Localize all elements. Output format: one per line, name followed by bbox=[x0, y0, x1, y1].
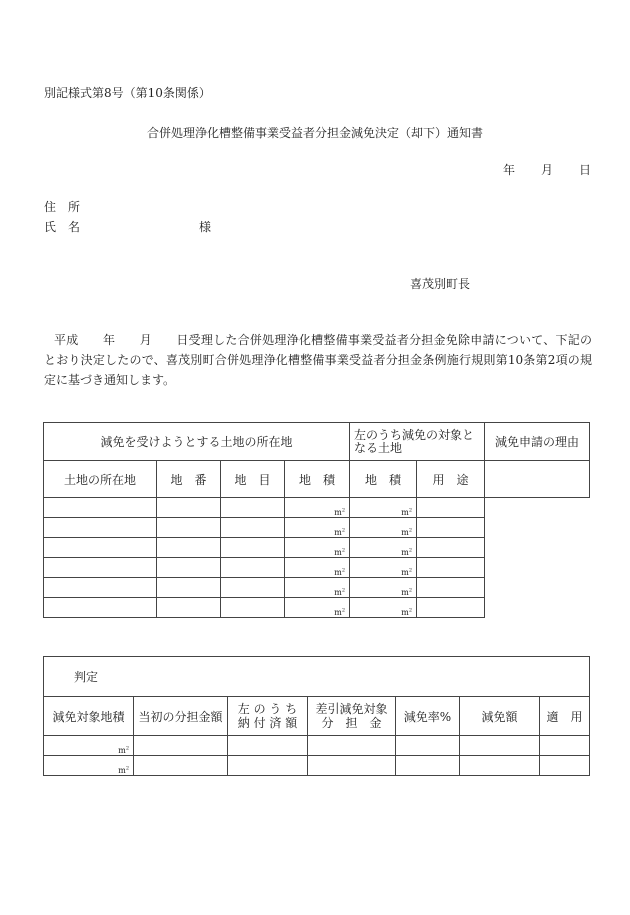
land-row bbox=[44, 498, 590, 518]
judgment-row bbox=[44, 736, 590, 756]
col-net-amount: 差引減免対象 分 担 金 bbox=[308, 697, 396, 736]
square-meter-exponent: 2 bbox=[341, 547, 346, 554]
date-year-label: 年 bbox=[503, 163, 516, 177]
square-meter-unit: $m^2$ bbox=[118, 745, 129, 755]
net-amount-cell[interactable] bbox=[308, 756, 396, 776]
square-meter-unit: $m^2$ bbox=[401, 567, 413, 577]
use-cell[interactable] bbox=[417, 518, 485, 538]
name-honorific: 様 bbox=[199, 220, 212, 234]
paid-amount-cell[interactable] bbox=[228, 756, 308, 776]
initial-amount-cell[interactable] bbox=[134, 736, 228, 756]
square-meter-unit: $m^2$ bbox=[401, 507, 413, 517]
header-target-group: 左のうち減免の対象となる土地 bbox=[350, 423, 485, 461]
square-meter-exponent: 2 bbox=[408, 547, 413, 554]
square-meter-unit: $m^2$ bbox=[401, 547, 413, 557]
square-meter-unit: $m^2$ bbox=[334, 587, 346, 597]
category-cell[interactable] bbox=[221, 558, 285, 578]
col-reduction-amount: 減免額 bbox=[460, 697, 540, 736]
square-meter-unit: $m^2$ bbox=[401, 587, 413, 597]
area-cell[interactable] bbox=[285, 598, 350, 618]
land-row bbox=[44, 578, 590, 598]
col-paid-amount: 左 の う ち 納 付 済 額 bbox=[228, 697, 308, 736]
area-cell[interactable] bbox=[285, 518, 350, 538]
col-note: 適 用 bbox=[540, 697, 590, 736]
date-day-label: 日 bbox=[579, 163, 592, 177]
use-cell[interactable] bbox=[417, 498, 485, 518]
address-label: 住 所 bbox=[44, 200, 81, 214]
name-label: 氏 名 bbox=[44, 220, 81, 234]
use-cell[interactable] bbox=[417, 558, 485, 578]
square-meter-exponent: 2 bbox=[408, 587, 413, 594]
square-meter-exponent: 2 bbox=[408, 567, 413, 574]
col-location: 土地の所在地 bbox=[44, 461, 157, 498]
target-area-cell[interactable] bbox=[44, 736, 134, 756]
square-meter-exponent: 2 bbox=[125, 745, 129, 752]
target-area-cell[interactable] bbox=[350, 558, 417, 578]
use-cell[interactable] bbox=[417, 578, 485, 598]
form-number: 別記様式第8号（第10条関係） bbox=[44, 86, 211, 100]
col-area: 地 積 bbox=[285, 461, 350, 498]
rate-cell[interactable] bbox=[396, 756, 460, 776]
location-cell[interactable] bbox=[44, 578, 157, 598]
area-cell[interactable] bbox=[285, 538, 350, 558]
category-cell[interactable] bbox=[221, 518, 285, 538]
col-lot: 地 番 bbox=[157, 461, 221, 498]
judgment-table bbox=[43, 656, 590, 776]
square-meter-unit: $m^2$ bbox=[118, 765, 129, 775]
square-meter-exponent: 2 bbox=[408, 507, 413, 514]
square-meter-exponent: 2 bbox=[341, 607, 346, 614]
header-location-group: 減免を受けようとする土地の所在地 bbox=[44, 423, 350, 461]
location-cell[interactable] bbox=[44, 558, 157, 578]
square-meter-unit: $m^2$ bbox=[401, 527, 413, 537]
note-cell[interactable] bbox=[540, 756, 590, 776]
reduction-amount-cell[interactable] bbox=[460, 756, 540, 776]
col-initial-amount: 当初の分担金額 bbox=[134, 697, 228, 736]
area-cell[interactable] bbox=[285, 498, 350, 518]
square-meter-unit: $m^2$ bbox=[334, 547, 346, 557]
category-cell[interactable] bbox=[221, 598, 285, 618]
reason-cell[interactable] bbox=[485, 461, 590, 498]
land-row bbox=[44, 598, 590, 618]
target-area-cell[interactable] bbox=[350, 498, 417, 518]
land-row bbox=[44, 518, 590, 538]
square-meter-exponent: 2 bbox=[408, 607, 413, 614]
document-title: 合併処理浄化槽整備事業受益者分担金減免決定（却下）通知書 bbox=[146, 126, 483, 140]
square-meter-unit: $m^2$ bbox=[334, 527, 346, 537]
location-cell[interactable] bbox=[44, 518, 157, 538]
target-area-cell[interactable] bbox=[44, 756, 134, 776]
paid-amount-cell[interactable] bbox=[228, 736, 308, 756]
target-area-cell[interactable] bbox=[350, 578, 417, 598]
lot-cell[interactable] bbox=[157, 518, 221, 538]
square-meter-exponent: 2 bbox=[341, 507, 346, 514]
square-meter-exponent: 2 bbox=[341, 567, 346, 574]
rate-cell[interactable] bbox=[396, 736, 460, 756]
lot-cell[interactable] bbox=[157, 578, 221, 598]
square-meter-exponent: 2 bbox=[341, 587, 346, 594]
header-reason: 減免申請の理由 bbox=[485, 423, 590, 461]
use-cell[interactable] bbox=[417, 538, 485, 558]
col-use: 用 途 bbox=[417, 461, 485, 498]
target-area-cell[interactable] bbox=[350, 518, 417, 538]
square-meter-unit: $m^2$ bbox=[401, 607, 413, 617]
col-target-area: 地 積 bbox=[350, 461, 417, 498]
reduction-amount-cell[interactable] bbox=[460, 736, 540, 756]
square-meter-exponent: 2 bbox=[125, 765, 129, 772]
category-cell[interactable] bbox=[221, 498, 285, 518]
date-line bbox=[503, 161, 591, 178]
location-cell[interactable] bbox=[44, 598, 157, 618]
lot-cell[interactable] bbox=[157, 498, 221, 518]
col-category: 地 目 bbox=[221, 461, 285, 498]
date-month-label: 月 bbox=[541, 163, 554, 177]
square-meter-unit: $m^2$ bbox=[334, 567, 346, 577]
note-cell[interactable] bbox=[540, 736, 590, 756]
target-area-cell[interactable] bbox=[350, 598, 417, 618]
category-cell[interactable] bbox=[221, 538, 285, 558]
net-amount-cell[interactable] bbox=[308, 736, 396, 756]
lot-cell[interactable] bbox=[157, 558, 221, 578]
col-rate: 減免率% bbox=[396, 697, 460, 736]
lot-cell[interactable] bbox=[157, 538, 221, 558]
square-meter-exponent: 2 bbox=[408, 527, 413, 534]
location-cell[interactable] bbox=[44, 498, 157, 518]
location-cell[interactable] bbox=[44, 538, 157, 558]
square-meter-unit: $m^2$ bbox=[334, 507, 346, 517]
initial-amount-cell[interactable] bbox=[134, 756, 228, 776]
land-table bbox=[43, 422, 590, 618]
square-meter-exponent: 2 bbox=[341, 527, 346, 534]
category-cell[interactable] bbox=[221, 578, 285, 598]
lot-cell[interactable] bbox=[157, 598, 221, 618]
land-row bbox=[44, 558, 590, 578]
area-cell[interactable] bbox=[285, 558, 350, 578]
judgment-row bbox=[44, 756, 590, 776]
square-meter-unit: $m^2$ bbox=[334, 607, 346, 617]
body-text: 平成 年 月 日受理した合併処理浄化槽整備事業受益者分担金免除申請について、下記のとおり決定したので、喜茂別町合併処理浄化槽整備事業受益者分担金条例施行規則第10条第2項の規定に基づき通知します。 bbox=[44, 333, 592, 387]
judgment-label: 判定 bbox=[44, 657, 590, 697]
area-cell[interactable] bbox=[285, 578, 350, 598]
issuer-name: 喜茂別町長 bbox=[410, 277, 471, 291]
target-area-cell[interactable] bbox=[350, 538, 417, 558]
land-row bbox=[44, 538, 590, 558]
col-target-area-j: 減免対象地積 bbox=[44, 697, 134, 736]
use-cell[interactable] bbox=[417, 598, 485, 618]
